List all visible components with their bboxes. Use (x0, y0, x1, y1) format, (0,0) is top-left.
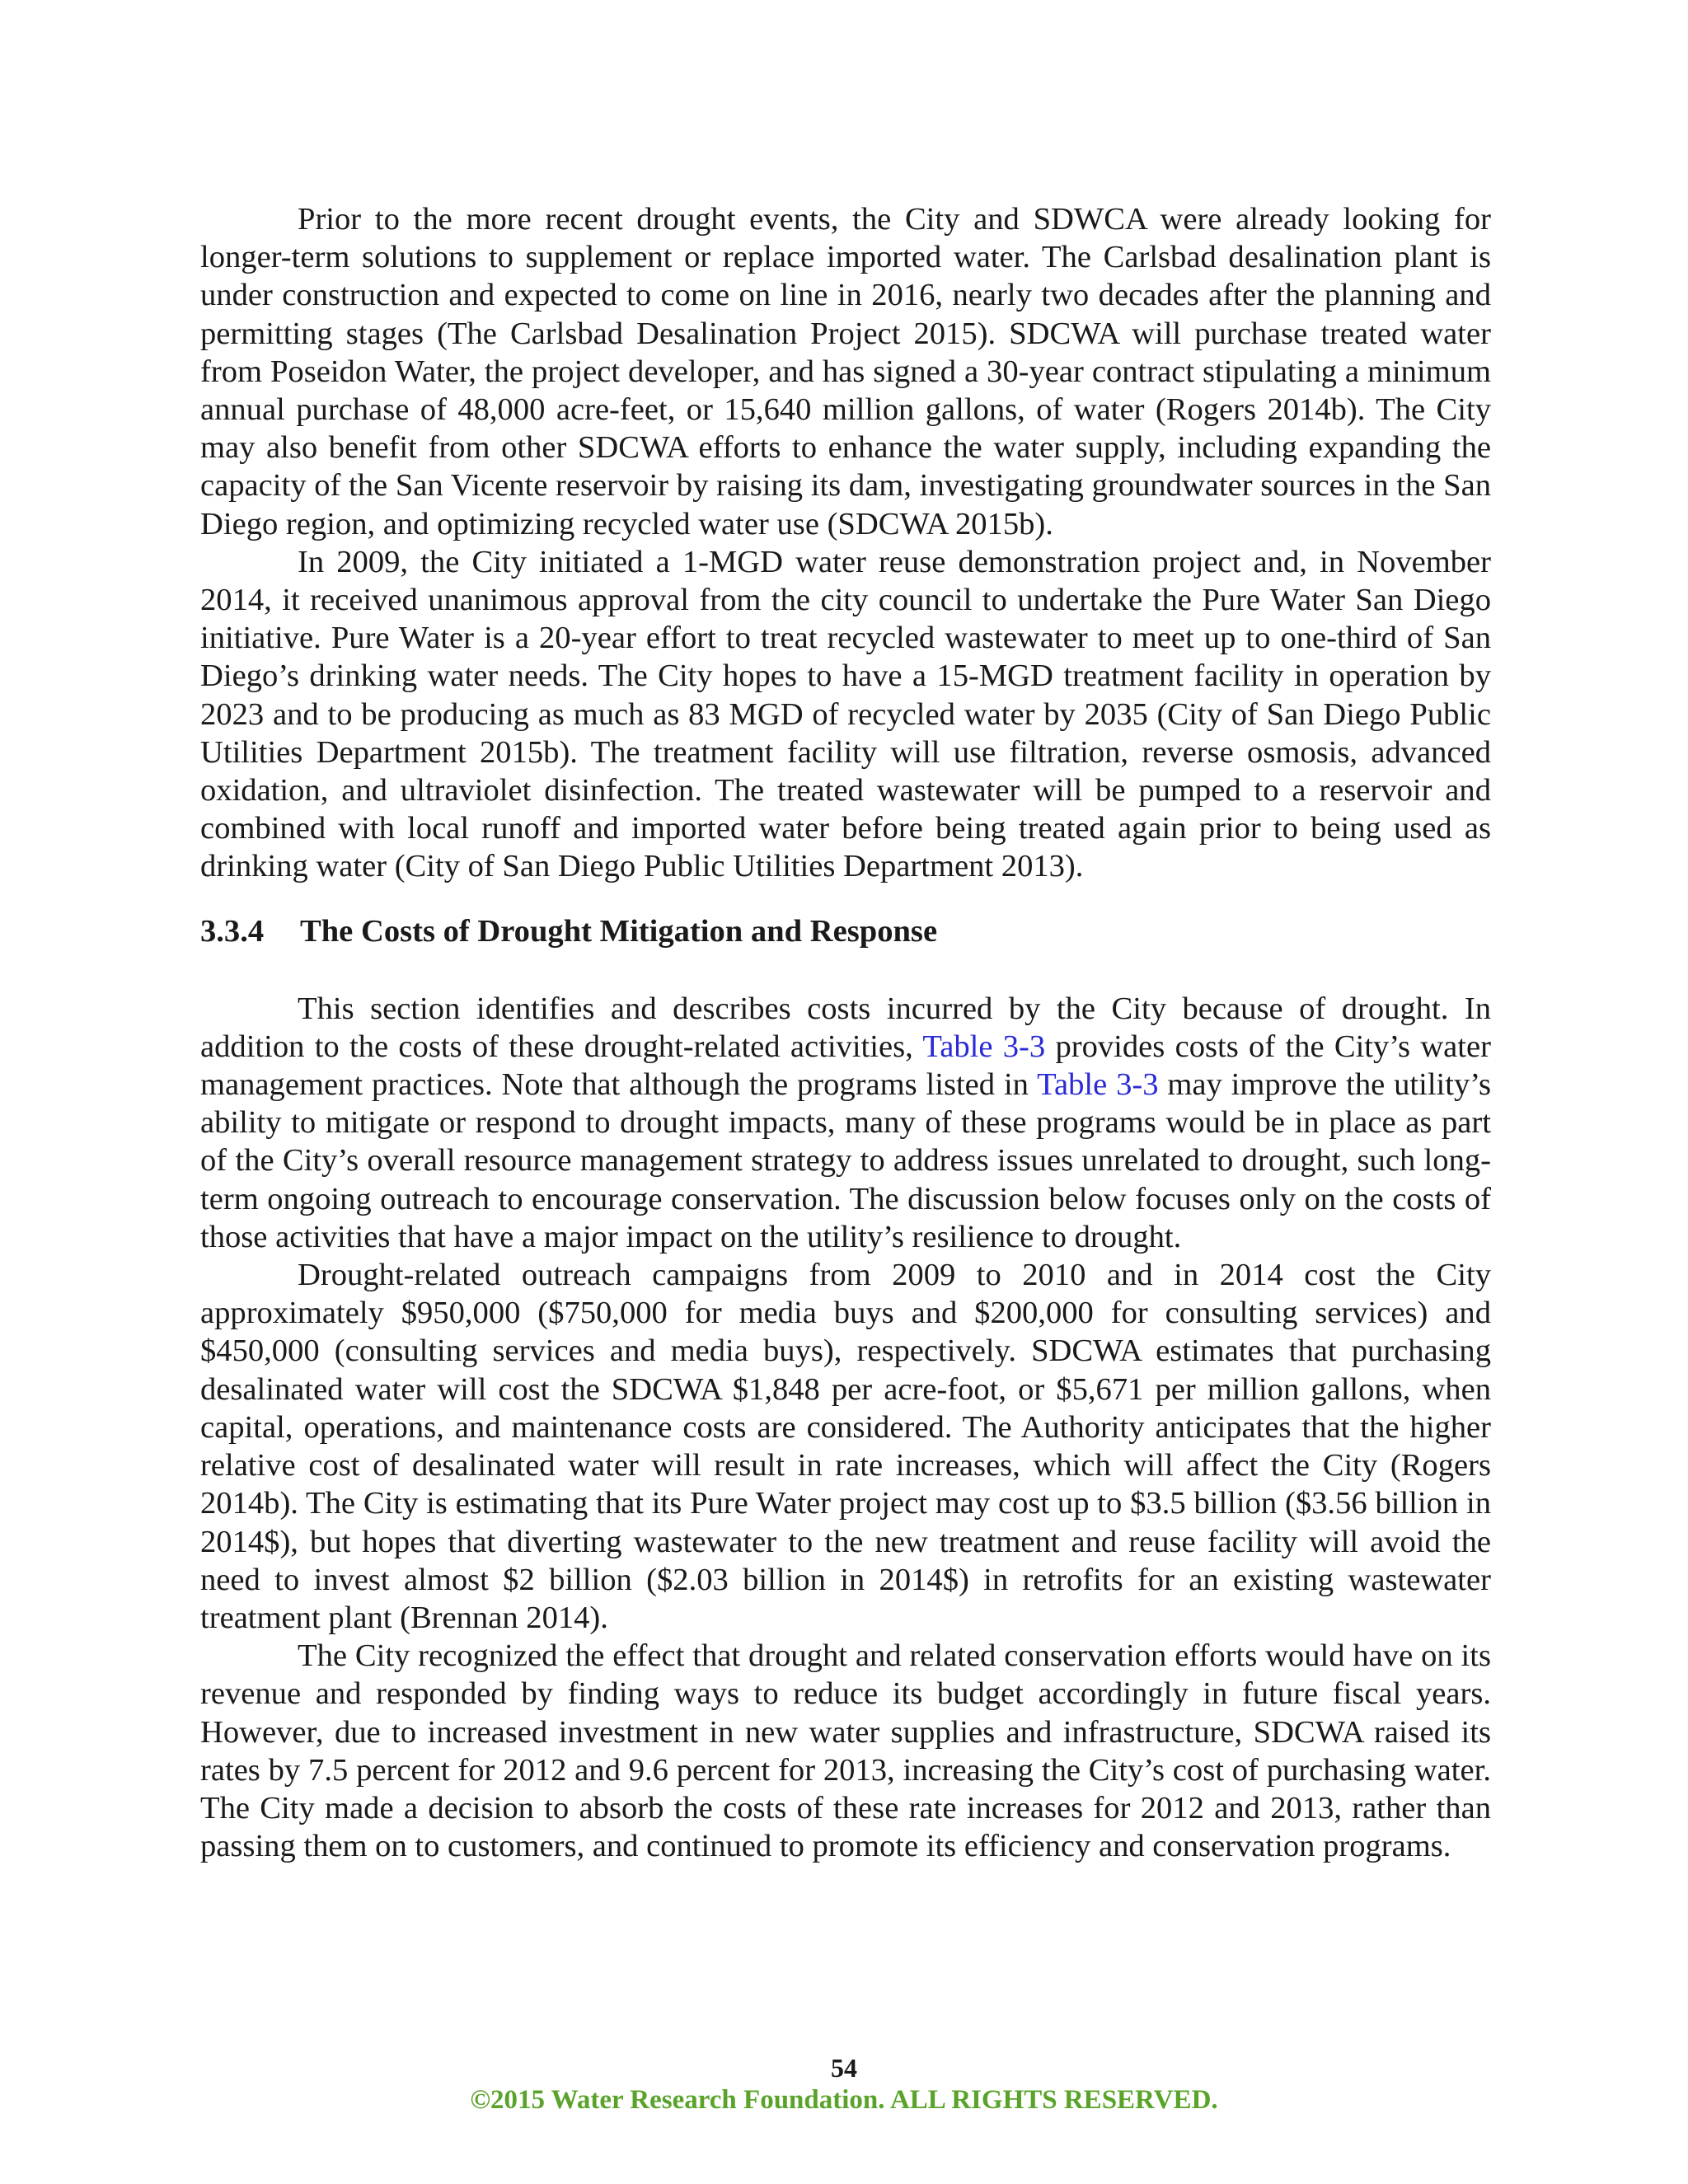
section-number: 3.3.4 (200, 913, 265, 949)
paragraph-section-intro (200, 990, 1491, 1256)
table-3-3-link-2[interactable]: Table 3-3 (1037, 1067, 1159, 1103)
paragraph-rate-increases: The City recognized the effect that drought and related conservation efforts would have on its revenue and responded by finding ways to reduce its budget accordingly in future fiscal years. However, due to increased investment in new water supplies and infrastructure, SDCWA raised its rates by 7.5 percent for 2012 and 9.6 percent for 2013, increasing the City’s cost of purchasing water. The City made a decision to absorb the costs of these rate increases for 2012 and 2013, rather than passing them on to customers, and continued to promote its efficiency and conservation programs. (200, 1638, 1491, 1864)
table-3-3-link[interactable]: Table 3-3 (922, 1029, 1046, 1064)
paragraph-desalination: Prior to the more recent drought events, the City and SDWCA were already looking for longer-term solutions to supplement or replace imported water. The Carlsbad desalination plant is under construction and expected to come on line in 2016, nearly two decades after the planning and permitting stages (The Carlsbad Desalination Project 2015). SDCWA will purchase treated water from Poseidon Water, the project developer, and has signed a 30-year contract stipulating a minimum annual purchase of 48,000 acre-feet, or 15,640 million gallons, of water (Rogers 2014b). The City may also benefit from other SDCWA efforts to enhance the water supply, including expanding the capacity of the San Vicente reservoir by raising its dam, investigating groundwater sources in the San Diego region, and optimizing recycled water use (SDCWA 2015b). (200, 202, 1491, 541)
intro-text-3: may improve the utility’s ability to mitigate or respond to drought impacts, many of these programs would be in place as part of the City’s overall resource management strategy to address issues unrelated to drought, such long-term ongoing outreach to encourage conservation. The discussion below focuses only on the costs of those activities that have a major impact on the utility’s resilience to drought. (200, 1067, 1491, 1254)
copyright-notice: ©2015 Water Research Foundation. ALL RIGHTS RESERVED. (470, 2085, 1218, 2115)
paragraph-outreach-costs: Drought-related outreach campaigns from 2009 to 2010 and in 2014 cost the City approximately $950,000 ($750,000 for media buys and $200,000 for consulting services) and $450,000 (consulting services and media buys), respectively. SDCWA estimates that purchasing desalinated water will cost the SDCWA $1,848 per acre-foot, or $5,671 per million gallons, when capital, operations, and maintenance costs are considered. The Authority anticipates that the higher relative cost of desalinated water will result in rate increases, which will affect the City (Rogers 2014b). The City is estimating that its Pure Water project may cost up to $3.5 billion ($3.56 billion in 2014$), but hopes that diverting wastewater to the new treatment and reuse facility will avoid the need to invest almost $2 billion ($2.03 billion in 2014$) in retrofits for an existing wastewater treatment plant (Brennan 2014). (200, 1258, 1491, 1635)
intro-text-2: provides costs of the City’s water management practices. Note that although the programs listed in (200, 1029, 1491, 1103)
intro-text-1: This section identifies and describes costs incurred by the City because of drought. In addition to the costs of these drought-related activities, (200, 991, 1491, 1064)
section-heading (200, 912, 1491, 950)
document-page (200, 200, 1491, 1865)
page-number: 54 (831, 2053, 857, 2083)
section-title: The Costs of Drought Mitigation and Response (300, 913, 938, 949)
paragraph-pure-water: In 2009, the City initiated a 1-MGD water reuse demonstration project and, in November 2014, it received unanimous approval from the city council to undertake the Pure Water San Diego initiative. Pure Water is a 20-year effort to treat recycled wastewater to meet up to one-third of San Diego’s drinking water needs. The City hopes to have a 15-MGD treatment facility in operation by 2023 and to be producing as much as 83 MGD of recycled water by 2035 (City of San Diego Public Utilities Department 2015b). The treatment facility will use filtration, reverse osmosis, advanced oxidation, and ultraviolet disinfection. The treated wastewater will be pumped to a reservoir and combined with local runoff and imported water before being treated again prior to being used as drinking water (City of San Diego Public Utilities Department 2013). (200, 544, 1491, 884)
